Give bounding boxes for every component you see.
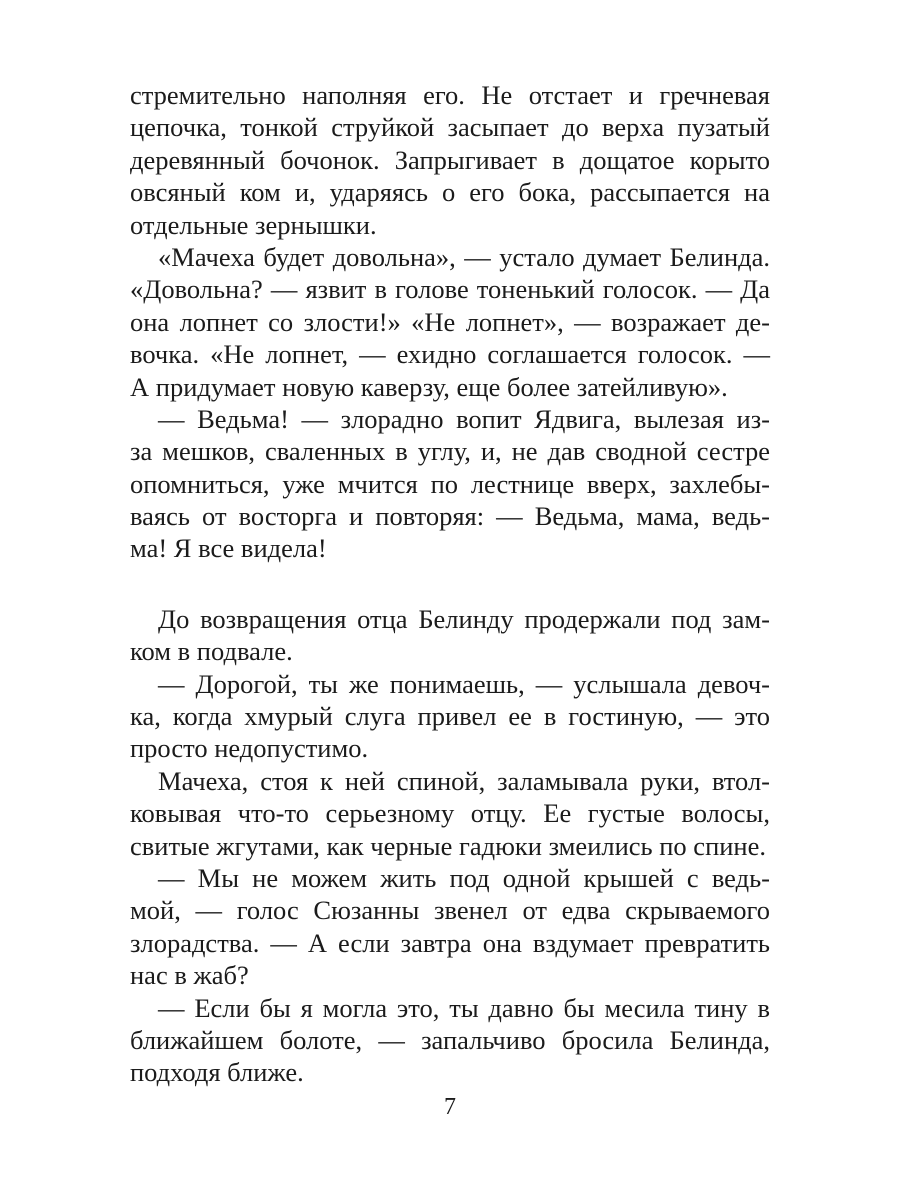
text-line: — Дорогой, ты же понимаешь, — услышала девоч- bbox=[158, 668, 770, 699]
text-line: отдельные зернышки. bbox=[130, 209, 377, 240]
paragraph bbox=[130, 992, 770, 1089]
text-line: опомниться, уже мчится по лестнице вверх, захлебы- bbox=[130, 468, 770, 499]
text-line: ма! Я все видела! bbox=[130, 533, 327, 564]
paragraph bbox=[130, 765, 770, 862]
text-line: А придумает новую каверзу, еще более затейливую». bbox=[130, 371, 728, 402]
text-line: До возвращения отца Белинду продержали под зам- bbox=[158, 603, 770, 634]
text-line: Мачеха, стоя к ней спиной, заламывала руки, втол- bbox=[158, 765, 770, 796]
text-line: — Ведьма! — злорадно вопит Ядвига, вылезая из- bbox=[158, 403, 770, 434]
text-line: просто недопустимо. bbox=[130, 733, 369, 764]
paragraph bbox=[130, 241, 770, 403]
text-line: ковывая что-то серьезному отцу. Ее густые волосы, bbox=[130, 798, 770, 829]
text-line: за мешков, сваленных в углу, и, не дав сводной сестре bbox=[130, 436, 770, 467]
page-number: 7 bbox=[444, 1094, 456, 1120]
text-line: подходя ближе. bbox=[130, 1057, 304, 1088]
text-line: стремительно наполняя его. Не отстает и гречневая bbox=[130, 80, 770, 110]
text-line: «Мачеха будет довольна», — устало думает Белинда. bbox=[158, 241, 770, 272]
text-line: свитые жгутами, как черные гадюки змеились по спине. bbox=[130, 830, 766, 861]
paragraph bbox=[130, 862, 770, 992]
paragraph bbox=[130, 603, 770, 668]
text-line: овсяный ком и, ударяясь о его бока, рассыпается на bbox=[130, 177, 770, 208]
page-text bbox=[130, 79, 770, 1089]
text-line: она лопнет со злости!» «Не лопнет», — возражает де- bbox=[130, 306, 770, 337]
text-line: — Мы не можем жить под одной крышей с ведь- bbox=[158, 862, 770, 893]
text-line: — Если бы я могла это, ты давно бы месила тину в bbox=[158, 992, 770, 1023]
text-line: злорадства. — А если завтра она вздумает превратить bbox=[130, 927, 770, 958]
text-line: «Довольна? — язвит в голове тоненький голосок. — Да bbox=[130, 274, 770, 305]
text-line: мой, — голос Сюзанны звенел от едва скрываемого bbox=[130, 895, 770, 926]
paragraph bbox=[130, 668, 770, 765]
text-line: ка, когда хмурый слуга привел ее в гостиную, — это bbox=[130, 701, 770, 732]
text-line: вочка. «Не лопнет, — ехидно соглашается голосок. — bbox=[130, 339, 770, 370]
paragraph bbox=[130, 403, 770, 565]
text-line: ком в подвале. bbox=[130, 636, 293, 667]
text-line: деревянный бочонок. Запрыгивает в дощатое корыто bbox=[130, 144, 770, 175]
text-line: цепочка, тонкой струйкой засыпает до верха пузатый bbox=[130, 112, 770, 143]
section-break bbox=[130, 565, 770, 603]
text-line: ближайшем болоте, — запальчиво бросила Белинда, bbox=[130, 1024, 770, 1055]
text-line: ваясь от восторга и повторяя: — Ведьма, мама, ведь- bbox=[130, 501, 770, 532]
text-line: нас в жаб? bbox=[130, 960, 249, 991]
paragraph bbox=[130, 79, 770, 241]
